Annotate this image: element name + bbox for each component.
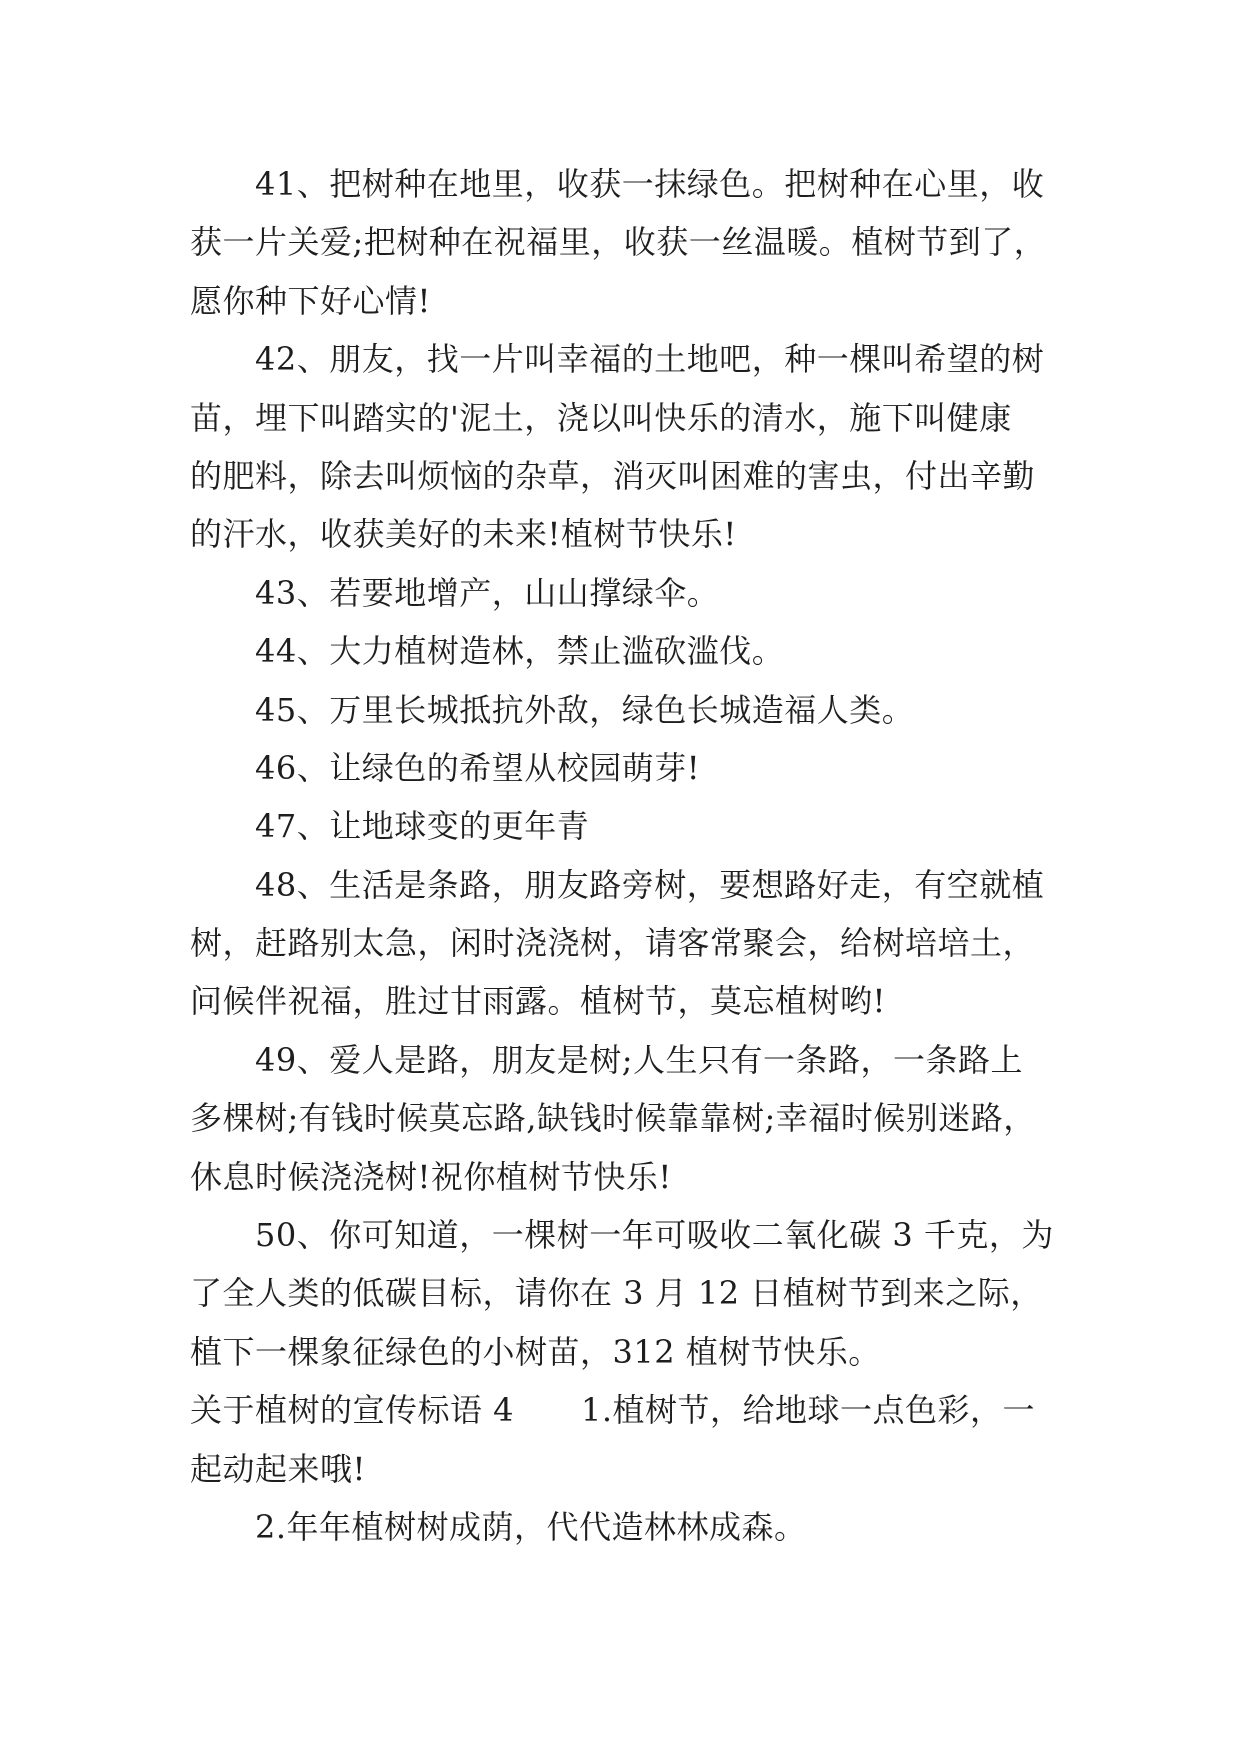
section-heading-line [190, 1381, 1070, 1439]
slogan-42-line-3: 的肥料，除去叫烦恼的杂草，消灭叫困难的害虫，付出辛勤 [190, 456, 1036, 495]
slogan-41-line-2: 获一片关爱;把树种在祝福里，收获一丝温暖。植树节到了， [190, 223, 1047, 262]
slogan-48-line-2: 树，赶路别太急，闲时浇浇树，请客常聚会，给树培培土， [190, 924, 1036, 963]
section-item-1-line-1: 1.植树节，给地球一点色彩，一 [581, 1391, 1036, 1430]
slogan-48-line-3: 问候伴祝福，胜过甘雨露。植树节，莫忘植树哟! [190, 982, 886, 1021]
slogan-49-line-2: 多棵树;有钱时候莫忘路,缺钱时候靠靠树;幸福时候别迷路， [190, 1099, 1036, 1138]
section-item-1-line-2: 起动起来哦! [190, 1449, 366, 1488]
slogan-50-line-3: 植下一棵象征绿色的小树苗，312 植树节快乐。 [190, 1332, 881, 1371]
slogan-47: 47、让地球变的更年青 [255, 807, 590, 846]
slogan-50-line-1: 50、你可知道，一棵树一年可吸收二氧化碳 3 千克，为 [255, 1216, 1054, 1255]
slogan-45: 45、万里长城抵抗外敌，绿色长城造福人类。 [255, 690, 915, 729]
slogan-43: 43、若要地增产，山山撑绿伞。 [255, 573, 720, 612]
slogan-49-line-1: 49、爱人是路，朋友是树;人生只有一条路，一条路上 [255, 1040, 1024, 1079]
slogan-44: 44、大力植树造林，禁止滥砍滥伐。 [255, 632, 785, 671]
slogan-41-line-3: 愿你种下好心情! [190, 281, 431, 320]
slogan-48-line-1: 48、生活是条路，朋友路旁树，要想路好走，有空就植 [255, 865, 1045, 904]
document-body [190, 155, 1070, 1556]
slogan-49-line-3: 休息时候浇浇树!祝你植树节快乐! [190, 1157, 672, 1196]
slogan-42-line-1: 42、朋友，找一片叫幸福的土地吧，种一棵叫希望的树 [255, 340, 1045, 379]
slogan-50-line-2: 了全人类的低碳目标，请你在 3 月 12 日植树节到来之际， [190, 1274, 1043, 1313]
slogan-42-line-2: 苗，埋下叫踏实的'泥土，浇以叫快乐的清水，施下叫健康 [190, 398, 1012, 437]
section-heading: 关于植树的宣传标语 4 [190, 1391, 515, 1430]
slogan-41-line-1: 41、把树种在地里，收获一抹绿色。把树种在心里，收 [255, 165, 1045, 203]
slogan-46: 46、让绿色的希望从校园萌芽! [255, 748, 701, 787]
slogan-42-line-4: 的汗水，收获美好的未来!植树节快乐! [190, 515, 737, 554]
section-item-2: 2.年年植树树成荫，代代造林林成森。 [255, 1507, 807, 1546]
